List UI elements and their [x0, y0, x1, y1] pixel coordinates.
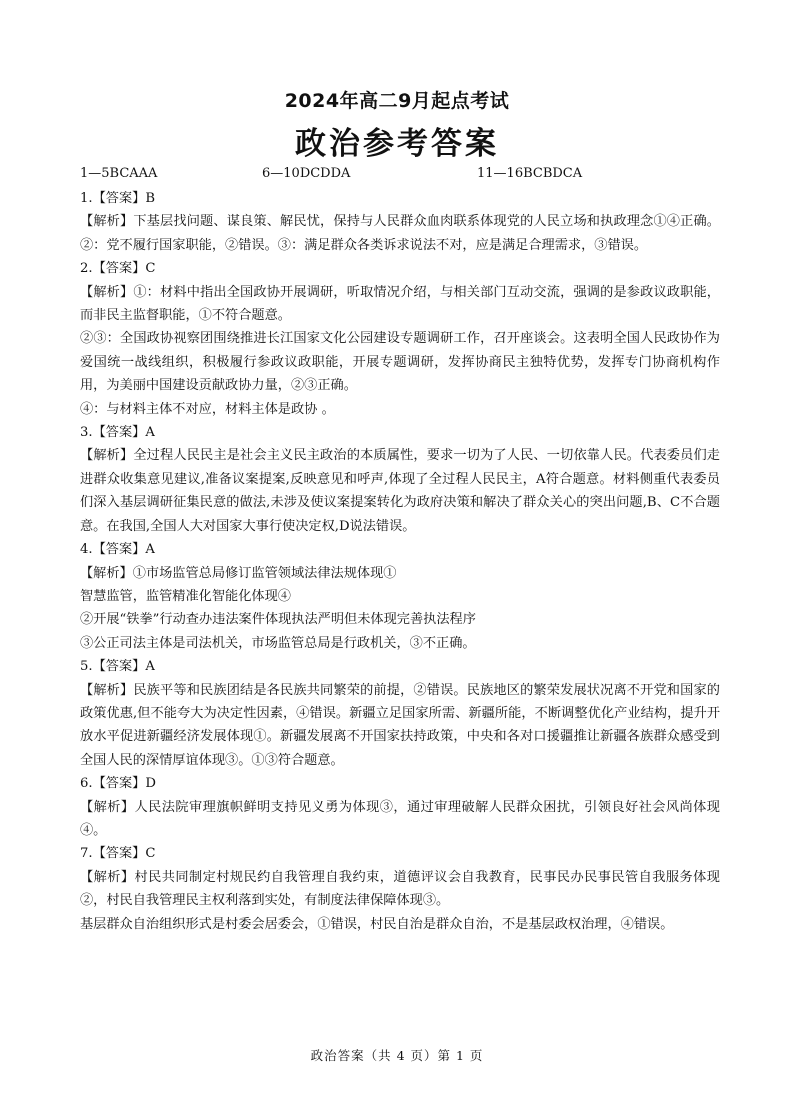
question-5-answer: 5.【答案】A [80, 659, 155, 675]
question-2-answer: 2.【答案】C [80, 261, 156, 277]
question-4-answer: 4.【答案】A [80, 542, 155, 558]
answer-key-1-5: 1—5BCAAA [80, 166, 158, 181]
question-2-explanation: 【解析】①：材料中指出全国政协开展调研，听取情况介绍，与相关部门互动交流，强调的是参政议政职能，而非民主监督职能，①不符合题意。 [80, 284, 720, 324]
question-4-explanation: 智慧监管，监管精准化智能化体现④ [80, 588, 291, 604]
question-1-explanation: 【解析】下基层找问题、谋良策、解民忧，保持与人民群众血肉联系体现党的人民立场和执政理念①④正确。②：党不履行国家职能，②错误。③：满足群众各类诉求说法不对，应是满足合理需求，③错误。 [80, 214, 720, 253]
answer-key-row [80, 166, 720, 186]
question-5-explanation: 【解析】民族平等和民族团结是各民族共同繁荣的前提，②错误。民族地区的繁荣发展状况离不开党和国家的政策优惠,但不能夸大为决定性因素，④错误。新疆立足国家所需、新疆所能，不断调整优化产业结构，提升开放水平促进新疆经济发展体现①。新疆发展离不开国家扶持政策，中央和各对口援疆推让新疆各族群众感受到全国人民的深情厚谊体现③。①③符合题意。 [80, 682, 720, 768]
page-footer: 政治答案（共 4 页）第 1 页 [310, 1048, 484, 1063]
document-title: 政治参考答案 [295, 126, 499, 162]
question-1-answer: 1.【答案】B [80, 191, 156, 206]
question-3-answer: 3.【答案】A [80, 425, 155, 441]
question-2-explanation: ④：与材料主体不对应，材料主体是政协 。 [80, 401, 335, 417]
question-7-explanation: 【解析】村民共同制定村规民约自我管理自我约束，道德评议会自我教育，民事民办民事民管自我服务体现②，村民自我管理民主权利落到实处，有制度法律保障体现③。 [80, 869, 720, 909]
question-2-explanation: ②③：全国政协视察团围绕推进长江国家文化公园建设专题调研工作，召开座谈会。这表明全国人民政协作为爱国统一战线组织，积极履行参政议政职能，开展专题调研，发挥协商民主独特优势，发挥专门协商机构作用，为美丽中国建设贡献政协力量，②③正确。 [80, 331, 720, 394]
question-6-answer: 6.【答案】D [80, 776, 156, 792]
question-7-explanation: 基层群众自治组织形式是村委会居委会，①错误，村民自治是群众自治，不是基层政权治理，④错误。 [80, 916, 674, 932]
question-4-explanation: ③公正司法主体是司法机关，市场监管总局是行政机关，③不正确。 [80, 635, 476, 651]
question-3-explanation: 【解析】全过程人民民主是社会主义民主政治的本质属性，要求一切为了人民、一切依靠人民。代表委员们走进群众收集意见建议,准备议案提案,反映意见和呼声,体现了全过程人民民主，A符合题意。材料侧重代表委员们深入基层调研征集民意的做法,未涉及使议案提案转化为政府决策和解决了群众关心的突出问题,B、C不合题意。在我国,全国人大对国家大事行使决定权,D说法错误。 [80, 448, 720, 534]
exam-title: 2024年高二9月起点考试 [284, 90, 510, 112]
question-4-explanation: 【解析】①市场监管总局修订监管领域法律法规体现① [80, 565, 397, 581]
answer-content [80, 187, 720, 936]
answer-key-11-16: 11—16BCBDCA [477, 166, 583, 181]
answer-key-6-10: 6—10DCDDA [262, 166, 351, 181]
question-7-answer: 7.【答案】C [80, 846, 156, 862]
question-6-explanation: 【解析】人民法院审理旗帜鲜明支持见义勇为体现③，通过审理破解人民群众困扰，引领良好社会风尚体现④。 [80, 799, 720, 838]
question-4-explanation: ②开展“铁拳”行动查办违法案件体现执法严明但未体现完善执法程序 [80, 612, 476, 628]
